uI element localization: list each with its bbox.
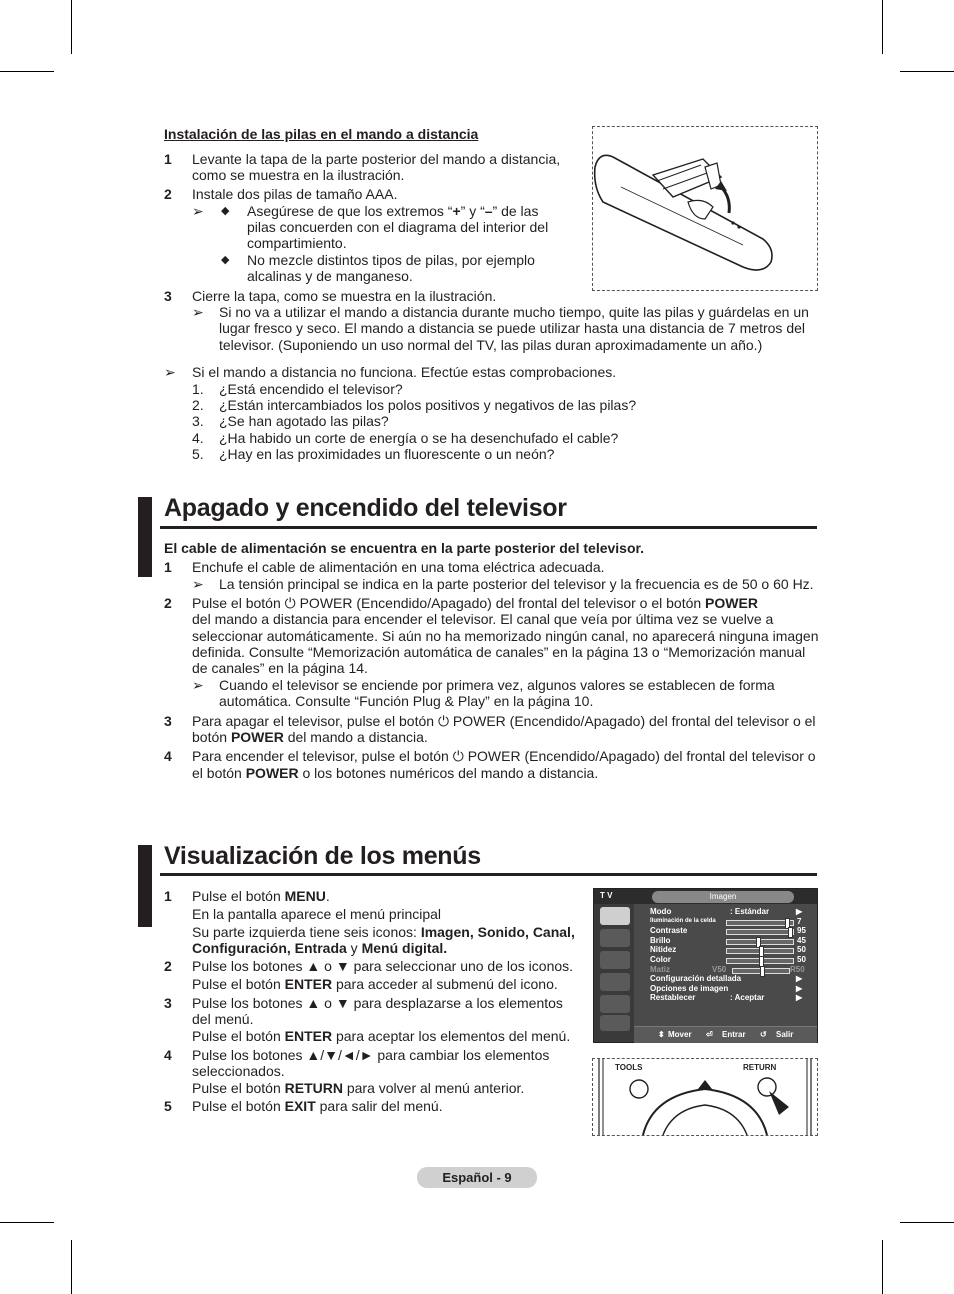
step-number: 3 [164, 288, 172, 304]
check-number: 4. [192, 430, 204, 446]
step-text: seleccionar automáticamente. Si aún no ha memorizado ningún canal, no aparecerá ninguna imagen [192, 628, 819, 644]
crop-mark [900, 1222, 954, 1223]
step-number: 4 [164, 1047, 172, 1063]
crop-mark [71, 0, 72, 54]
check-item: ¿Se han agotado las pilas? [219, 413, 389, 429]
step-text: Pulse el botón ENTER para acceder al submenú del icono. [192, 976, 558, 992]
step-text: seleccionados. [192, 1063, 285, 1079]
note-text: Si el mando a distancia no funciona. Efectúe estas comprobaciones. [192, 364, 617, 380]
crop-mark [900, 71, 954, 72]
menu-row-label[interactable]: Opciones de imagen [650, 983, 729, 993]
step-number: 2 [164, 958, 172, 974]
step-text: botón POWER del mando a distancia. [192, 729, 428, 745]
crop-mark [0, 71, 54, 72]
menu-row-arrow-icon: ▶ [796, 907, 803, 916]
check-number: 2. [192, 397, 204, 413]
note-text: Si no va a utilizar el mando a distancia durante mucho tiempo, quite las pilas y guárdelas en un [219, 304, 809, 320]
menu-tv-label: T V [600, 891, 613, 900]
crop-mark [882, 0, 883, 54]
menu-footer-enter: Entrar [722, 1030, 746, 1039]
menu-row-label[interactable]: Color [650, 955, 671, 964]
section-bar [138, 845, 152, 927]
power-icon: ⏻ [284, 595, 296, 611]
step-text: Configuración, Entrada y Menú digital. [192, 940, 448, 956]
power-intro: El cable de alimentación se encuentra en la parte posterior del televisor. [164, 540, 645, 556]
section-rule [160, 526, 817, 529]
menu-row-value: 7 [797, 916, 802, 926]
step-text: definida. Consulte “Memorización automática de canales” en la página 13 o “Memorización manual [192, 644, 806, 660]
menu-row-arrow-icon: ▶ [796, 974, 803, 984]
note-text: lugar fresco y seco. El mando a distancia se puede utilizar hasta una distancia de 7 metros del [219, 320, 805, 336]
step-text: Pulse el botón MENU. [192, 888, 330, 904]
channel-icon [600, 951, 630, 969]
step-text: Pulse los botones ▲ o ▼ para desplazarse a los elementos [192, 995, 563, 1011]
bullet-text: No mezcle distintos tipos de pilas, por ejemplo [247, 252, 535, 268]
bullet-text: Asegúrese de que los extremos “+” y “–” de las [247, 203, 539, 219]
menu-row-label[interactable]: Nitidez [650, 945, 677, 955]
menu-row-label[interactable]: Modo [650, 907, 672, 916]
step-number: 3 [164, 995, 172, 1011]
return-icon: ↺ [760, 1030, 767, 1039]
step-text: Pulse el botón EXIT para salir del menú. [192, 1098, 443, 1114]
crop-mark [882, 1240, 883, 1294]
check-item: ¿Está encendido el televisor? [219, 381, 403, 397]
bullet-text: alcalinas y de manganeso. [247, 268, 413, 284]
bullet-diamond-icon: ◆ [221, 205, 230, 217]
check-item: ¿Ha habido un corte de energía o se ha desenchufado el cable? [219, 430, 619, 446]
note-arrow-icon: ➢ [192, 576, 204, 592]
menu-row-value: 95 [797, 926, 806, 936]
tools-label: TOOLS [615, 1063, 643, 1072]
menu-slider[interactable] [726, 939, 794, 945]
slider-knob[interactable] [788, 927, 793, 938]
step-text: Enchufe el cable de alimentación en una toma eléctrica adecuada. [192, 559, 605, 575]
menu-row-label[interactable]: Configuración detallada [650, 974, 742, 984]
menu-row-value: 45 [797, 935, 806, 945]
menu-slider[interactable] [726, 958, 794, 964]
menu-row-arrow-icon: ▶ [796, 983, 803, 993]
sound-icon [600, 929, 630, 947]
step-number: 5 [164, 1098, 172, 1114]
step-number: 4 [164, 748, 172, 764]
step-number: 2 [164, 186, 172, 202]
note-text: La tensión principal se indica en la parte posterior del televisor y la frecuencia es de 50 o 60 Hz. [219, 576, 814, 592]
step-number: 2 [164, 595, 172, 611]
step-text: Para encender el televisor, pulse el botón ⏻ POWER (Encendido/Apagado) del frontal del televisor o [192, 748, 816, 764]
step-text: Pulse el botón RETURN para volver al menú anterior. [192, 1080, 525, 1096]
menu-footer [634, 1026, 817, 1043]
remote-battery-illustration [592, 126, 818, 291]
menu-row-arrow-icon: ▶ [796, 993, 803, 1003]
step-text: Pulse el botón ⏻ POWER (Encendido/Apagado) del frontal del televisor o el botón POWER [192, 595, 758, 611]
check-number: 5. [192, 446, 204, 462]
step-text: Para apagar el televisor, pulse el botón ⏻ POWER (Encendido/Apagado) del frontal del televisor o el [192, 713, 816, 729]
setup-icon [600, 973, 630, 991]
bullet-text: pilas concuerden con el diagrama del interior del [247, 219, 549, 235]
menu-row-label[interactable]: Matiz [650, 964, 670, 974]
tv-picture-menu-screenshot [593, 888, 818, 1043]
power-icon: ⏻ [437, 713, 450, 729]
step-number: 3 [164, 713, 172, 729]
return-label: RETURN [743, 1063, 777, 1072]
move-icon: ⬍ [658, 1030, 665, 1039]
section-rule [160, 873, 817, 876]
step-text: del menú. [192, 1011, 254, 1027]
step-text: el botón POWER o los botones numéricos del mando a distancia. [192, 765, 599, 781]
check-number: 1. [192, 381, 204, 397]
check-item: ¿Hay en las proximidades un fluorescente o un neón? [219, 446, 555, 462]
menu-row-value: 50 [797, 945, 806, 955]
menu-footer-move: Mover [668, 1030, 692, 1039]
remote-buttons-illustration [592, 1058, 818, 1136]
menu-row-label[interactable]: Restablecer [650, 993, 696, 1003]
menu-row-label[interactable]: Contraste [650, 926, 688, 936]
step-text: Pulse el botón ENTER para aceptar los elementos del menú. [192, 1028, 571, 1044]
menu-footer-exit: Salir [776, 1030, 794, 1039]
menu-slider[interactable] [726, 948, 794, 954]
enter-icon: ⏎ [706, 1030, 713, 1039]
step-text: del mando a distancia para encender el televisor. El canal que veía por última vez se vuelve a [192, 611, 774, 627]
menu-section-title: Visualización de los menús [164, 842, 481, 870]
note-arrow-icon: ➢ [192, 203, 204, 219]
note-arrow-icon: ➢ [192, 677, 204, 693]
step-number: 1 [164, 559, 172, 575]
slider-knob[interactable] [760, 966, 765, 977]
menu-slider[interactable] [726, 920, 794, 926]
step-text: Levante la tapa de la parte posterior del mando a distancia, [192, 151, 561, 167]
menu-row-value: R50 [790, 964, 805, 974]
crop-mark [0, 1222, 54, 1223]
remote-back-icon [593, 127, 817, 290]
menu-row-label[interactable]: Iluminación de la celda [650, 917, 716, 924]
crop-mark [71, 1240, 72, 1294]
step-number: 1 [164, 151, 172, 167]
menu-slider[interactable] [732, 968, 790, 974]
note-text: automática. Consulte “Función Plug & Play” en la página 10. [219, 693, 594, 709]
battery-section-heading: Instalación de las pilas en el mando a distancia [164, 126, 479, 142]
step-text: de canales” en la página 14. [192, 660, 368, 676]
step-text: Pulse los botones ▲/▼/◄/► para cambiar los elementos [192, 1047, 550, 1063]
step-text: Pulse los botones ▲ o ▼ para seleccionar uno de los iconos. [192, 958, 574, 974]
step-text: como se muestra en la ilustración. [192, 167, 405, 183]
power-section-title: Apagado y encendido del televisor [164, 494, 567, 522]
note-text: televisor. (Suponiendo un uso normal del TV, las pilas duran aproximadamente un año.) [219, 337, 763, 353]
step-text: Cierre la tapa, como se muestra en la ilustración. [192, 288, 497, 304]
step-number: 1 [164, 888, 172, 904]
step-text: Su parte izquierda tiene seis iconos: Imagen, Sonido, Canal, [192, 924, 575, 940]
bullet-diamond-icon: ◆ [221, 254, 230, 266]
menu-slider[interactable] [726, 929, 794, 935]
page-footer: Español - 9 [417, 1167, 537, 1188]
menu-row-value-left: V50 [712, 964, 727, 974]
note-arrow-icon: ➢ [192, 304, 204, 320]
bullet-text: compartimiento. [247, 235, 347, 251]
check-number: 3. [192, 413, 204, 429]
power-icon: ⏻ [452, 748, 464, 764]
menu-title: Imagen [652, 891, 794, 903]
note-text: Cuando el televisor se enciende por primera vez, algunos valores se establecen de forma [219, 677, 775, 693]
menu-row-value: : Estándar [730, 907, 770, 916]
step-text: Instale dos pilas de tamaño AAA. [192, 186, 398, 202]
digital-menu-icon [600, 1015, 630, 1031]
note-arrow-icon: ➢ [164, 364, 176, 380]
picture-icon [600, 907, 630, 925]
section-bar [138, 497, 152, 577]
step-text: En la pantalla aparece el menú principal [192, 906, 442, 922]
menu-row-value: : Aceptar [730, 993, 765, 1003]
menu-row-label[interactable]: Brillo [650, 935, 671, 945]
check-item: ¿Están intercambiados los polos positivos y negativos de las pilas? [219, 397, 637, 413]
menu-row-value: 50 [797, 955, 806, 964]
input-icon [600, 995, 630, 1013]
